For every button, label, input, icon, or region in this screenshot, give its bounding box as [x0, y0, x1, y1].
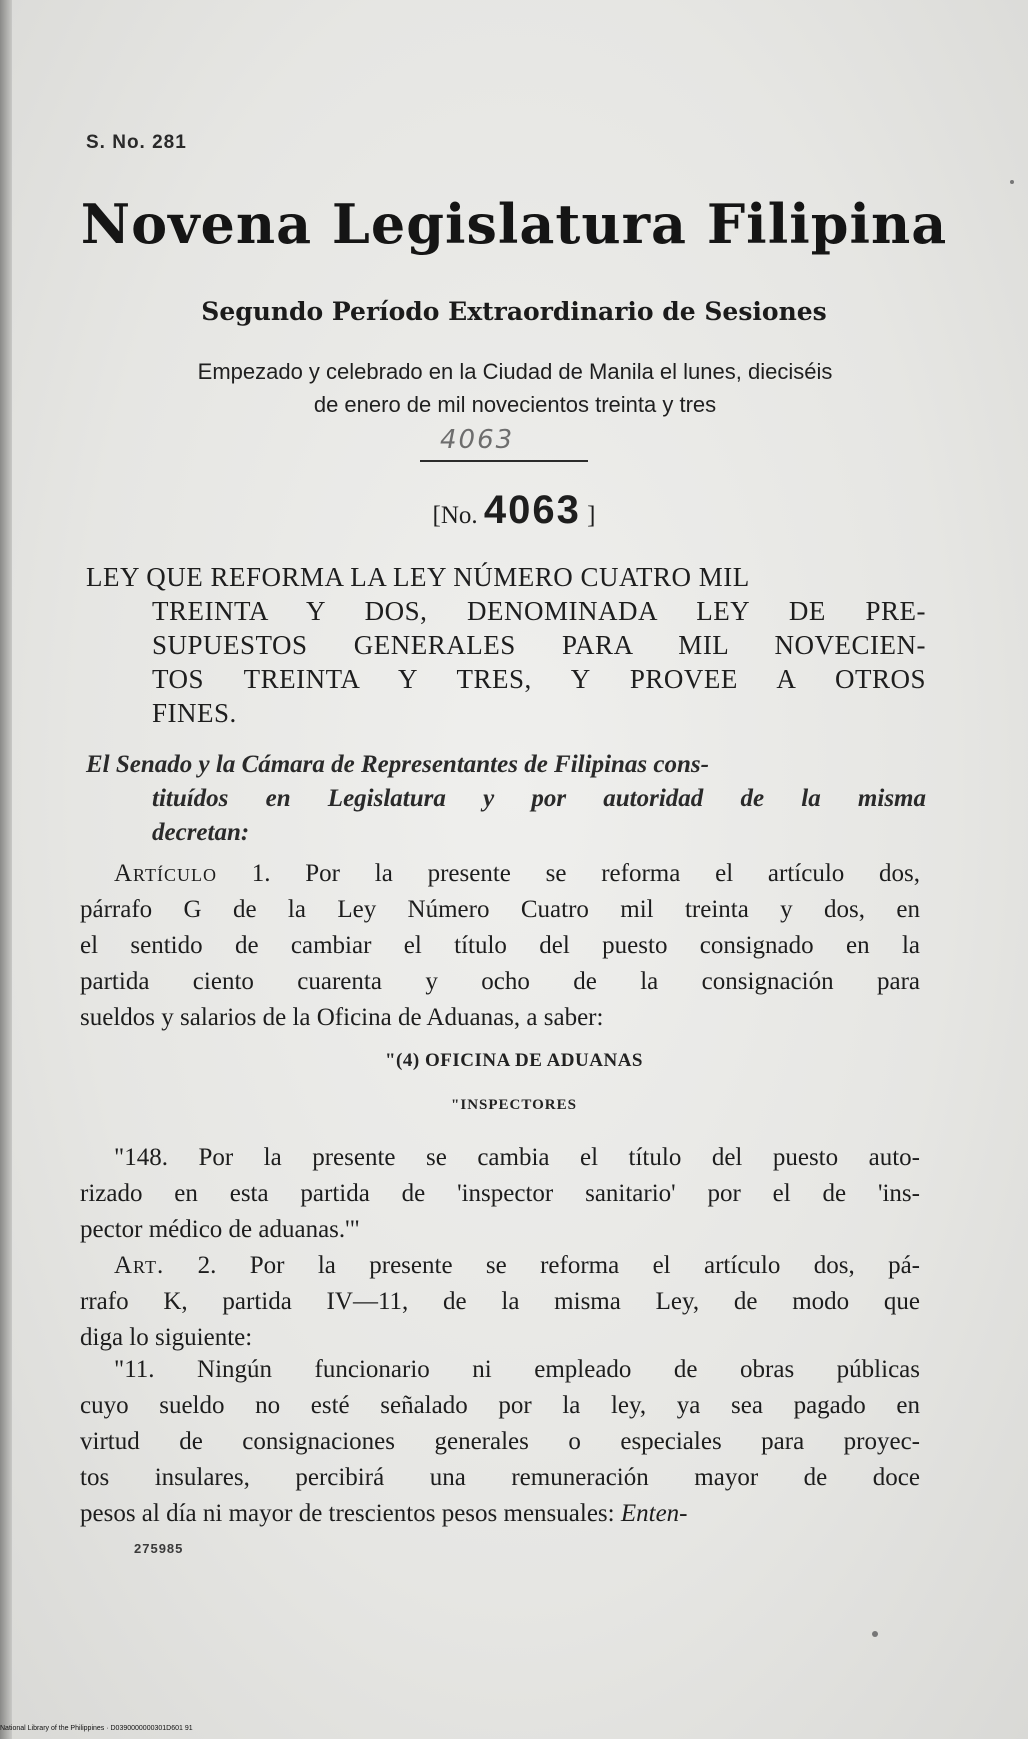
act-title-line: LEY QUE REFORMA LA LEY NÚMERO CUATRO MIL [86, 562, 750, 592]
act-title-line: TOS TREINTA Y TRES, Y PROVEE A OTROS [152, 664, 926, 694]
item-11-line: virtud de consignaciones generales o especiales para proyec- [80, 1428, 920, 1455]
enacting-clause-line: tituídos en Legislatura y por autoridad de la misma [152, 785, 926, 812]
article-2 [80, 1248, 920, 1356]
enacting-clause [86, 748, 926, 850]
handwritten-annotation: 4063 [440, 425, 515, 455]
item-11-line: tos insulares, percibirá una remuneración mayor de doce [80, 1464, 920, 1491]
item-11-line [80, 1496, 920, 1532]
print-code: 275985 [134, 1541, 184, 1556]
article-2-line: diga lo siguiente: [80, 1324, 253, 1351]
divider-rule [420, 460, 588, 462]
item-148 [80, 1140, 920, 1248]
act-number [0, 488, 1028, 533]
item-148-line: "148. Por la presente se cambia el título del puesto auto- [114, 1144, 920, 1171]
document-subtitle: Segundo Período Extraordinario de Sesiones [201, 297, 827, 326]
item-148-line: rizado en esta partida de 'inspector sanitario' por el de 'ins- [80, 1180, 920, 1207]
act-number-prefix: [No. [432, 502, 478, 529]
article-1-line [80, 856, 920, 892]
article-text: 1. Por la presente se reforma el artículo dos, [251, 860, 921, 887]
senate-bill-number: S. No. 281 [86, 132, 187, 153]
article-label: Artículo [114, 860, 217, 887]
enacting-clause-line: decretan: [152, 819, 250, 846]
enacting-clause-line: El Senado y la Cámara de Representantes de Filipinas cons- [86, 751, 709, 778]
act-title-line: FINES. [152, 698, 237, 728]
section-heading-inspectors: "INSPECTORES [451, 1097, 577, 1113]
act-number-value: 4063 [483, 488, 581, 532]
intro-line: de enero de mil novecientos treinta y tres [313, 392, 717, 417]
article-label: Art. [114, 1252, 165, 1279]
item-11-continuation: Enten- [620, 1500, 688, 1527]
article-1-line: partida ciento cuarenta y ocho de la consignación para [80, 968, 920, 995]
act-title-line: TREINTA Y DOS, DENOMINADA LEY DE PRE- [152, 596, 926, 626]
intro-line: Empezado y celebrado en la Ciudad de Manila el lunes, dieciséis [197, 359, 833, 384]
item-11-text: pesos al día ni mayor de trescientos pesos mensuales: [80, 1500, 615, 1527]
section-heading-office: "(4) OFICINA DE ADUANAS [385, 1050, 643, 1071]
article-2-line [80, 1248, 920, 1284]
act-title [86, 560, 926, 730]
paper-speck [872, 1631, 878, 1637]
session-intro [80, 355, 950, 421]
item-11 [80, 1352, 920, 1532]
article-1 [80, 856, 920, 1036]
article-1-line: el sentido de cambiar el título del puesto consignado en la [80, 932, 920, 959]
act-number-suffix: ] [587, 502, 596, 529]
act-title-line: SUPUESTOS GENERALES PARA MIL NOVECIEN- [152, 630, 926, 660]
scan-footer: National Library of the Philippines · D0390000000301D601 91 [0, 1725, 193, 1732]
article-text: 2. Por la presente se reforma el artículo dos, pá- [197, 1252, 921, 1279]
item-148-line: pector médico de aduanas.'" [80, 1216, 360, 1243]
item-11-line: cuyo sueldo no esté señalado por la ley, ya sea pagado en [80, 1392, 920, 1419]
paper-speck [1010, 180, 1014, 184]
document-title: Novena Legislatura Filipina [80, 192, 948, 256]
page-edge-shadow [0, 0, 12, 1739]
item-11-line: "11. Ningún funcionario ni empleado de obras públicas [114, 1356, 920, 1383]
article-2-line: rrafo K, partida IV—11, de la misma Ley, de modo que [80, 1288, 920, 1315]
article-1-line: sueldos y salarios de la Oficina de Aduanas, a saber: [80, 1004, 604, 1031]
article-1-line: párrafo G de la Ley Número Cuatro mil treinta y dos, en [80, 896, 920, 923]
